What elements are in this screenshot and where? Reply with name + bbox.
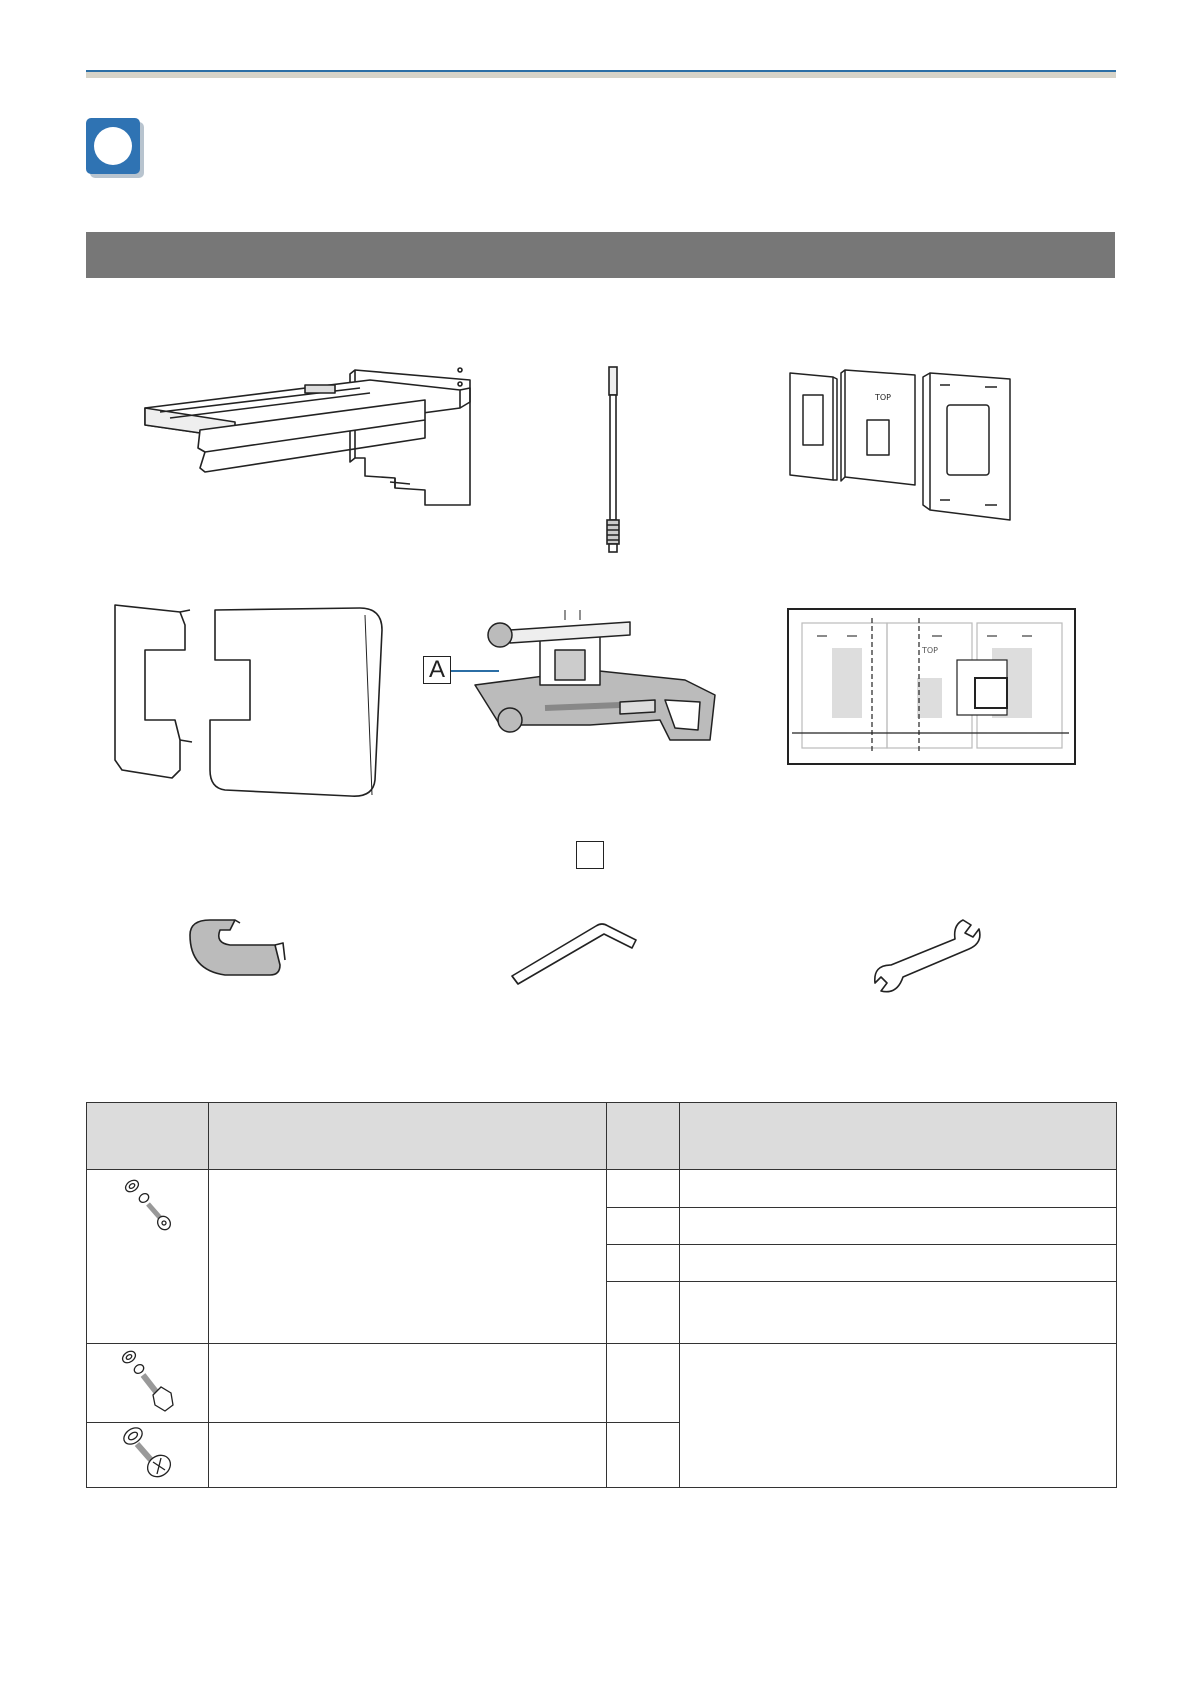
end-cap-illustration (185, 915, 290, 980)
table-cell (680, 1208, 1117, 1245)
table-cell (680, 1170, 1117, 1208)
table-cell (680, 1282, 1117, 1344)
empty-label-box (576, 841, 604, 869)
table-cell (87, 1344, 209, 1423)
wall-plate-arm-illustration (140, 360, 480, 510)
table-cell (607, 1282, 680, 1344)
table-cell (209, 1170, 607, 1344)
hex-bolt-icon (117, 1347, 179, 1415)
table-row (87, 1344, 1117, 1423)
table-cell (607, 1245, 680, 1282)
table-cell (680, 1245, 1117, 1282)
table-row (87, 1170, 1117, 1208)
table-header-cell (680, 1103, 1117, 1170)
callout-label-a: A (423, 656, 451, 684)
table-cell (209, 1423, 607, 1488)
callout-leader-line (451, 665, 501, 677)
pipe-illustration (595, 365, 631, 555)
svg-text:TOP: TOP (875, 393, 892, 402)
table-header-cell (607, 1103, 680, 1170)
phillips-screw-icon (117, 1424, 179, 1482)
template-sheet-illustration (787, 608, 1076, 765)
socket-head-bolt-icon (118, 1176, 178, 1236)
table-header-cell (87, 1103, 209, 1170)
spanner-illustration (873, 915, 983, 997)
table-cell (680, 1344, 1117, 1488)
table-cell (607, 1344, 680, 1423)
table-cell (87, 1170, 209, 1344)
table-cell (607, 1170, 680, 1208)
table-header-row (87, 1103, 1117, 1170)
slide-plates-illustration (785, 365, 1025, 525)
table-header-cell (209, 1103, 607, 1170)
header-rule (86, 70, 1116, 78)
cover-illustration (110, 600, 385, 800)
table-cell (607, 1208, 680, 1245)
table-cell (87, 1423, 209, 1488)
section-header-bar (86, 232, 1115, 278)
table-cell (209, 1344, 607, 1423)
table-cell (607, 1423, 680, 1488)
parts-table (86, 1102, 1117, 1488)
svg-text:TOP: TOP (922, 646, 939, 655)
adjustment-unit-illustration (470, 610, 720, 760)
info-icon (86, 118, 146, 180)
hex-key-illustration (508, 918, 640, 990)
